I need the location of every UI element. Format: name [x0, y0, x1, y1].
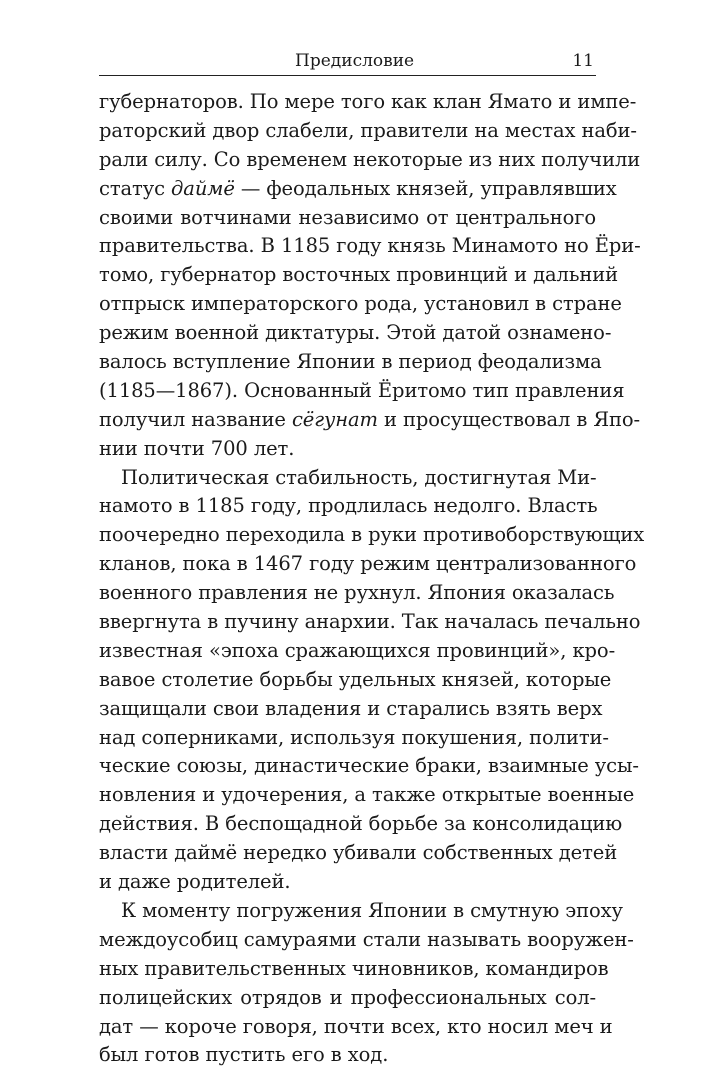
section-title: Предисловие — [295, 51, 415, 71]
text-line — [99, 984, 596, 1013]
text-segment: дат — короче говоря, почти всех, кто носил меч и — [99, 1014, 613, 1038]
text-line — [99, 319, 612, 348]
text-line — [99, 232, 641, 261]
text-line — [99, 1013, 613, 1042]
text-segment: своими вотчинами независимо от центрального — [99, 205, 596, 229]
paragraph — [99, 897, 634, 1070]
running-header — [99, 47, 596, 76]
text-line — [99, 810, 623, 839]
text-segment: ввергнута в пучину анархии. Так началась печально — [99, 610, 641, 634]
text-segment: отпрыск императорского рода, установил в стране — [99, 292, 622, 316]
text-segment: и просуществовал в Япо- — [377, 407, 641, 431]
text-segment: полицейских отрядов и профессиональных сол- — [99, 985, 596, 1009]
text-line — [99, 637, 616, 666]
text-line — [99, 695, 603, 724]
text-segment: вавое столетие борьбы удельных князей, которые — [99, 667, 612, 691]
text-segment: над соперниками, используя покушения, полити- — [99, 725, 609, 749]
text-line — [99, 521, 645, 550]
text-line — [99, 377, 625, 406]
text-line — [99, 839, 618, 868]
text-line — [99, 579, 615, 608]
text-line — [99, 926, 634, 955]
body-text — [99, 88, 645, 1070]
paragraph — [99, 464, 645, 897]
text-segment: и даже родителей. — [99, 870, 291, 894]
text-line — [99, 146, 641, 175]
text-line — [99, 868, 596, 897]
text-segment: ческие союзы, династические браки, взаимные усы- — [99, 754, 639, 778]
page-number: 11 — [572, 51, 594, 71]
text-segment: К моменту погружения Японии в смутную эпоху — [121, 898, 623, 922]
text-segment: ных правительственных чиновников, командиров — [99, 956, 609, 980]
text-line — [99, 117, 637, 146]
text-line — [99, 492, 596, 521]
text-line — [99, 435, 596, 464]
text-segment: поочередно переходила в руки противоборствующих — [99, 523, 645, 547]
text-segment: власти даймё нередко убивали собственных детей — [99, 841, 618, 865]
text-segment: статус — [99, 176, 172, 200]
text-segment: известная «эпоха сражающихся провинций», кро- — [99, 638, 616, 662]
text-line — [99, 1041, 596, 1070]
text-line — [99, 406, 641, 435]
text-segment: нии почти 700 лет. — [99, 436, 295, 460]
text-line — [99, 464, 596, 493]
text-segment: Политическая стабильность, достигнутая Ми- — [121, 465, 597, 489]
text-segment: кланов, пока в 1467 году режим централизованного — [99, 552, 637, 576]
text-segment: правительства. В 1185 году князь Минамото но Ёри- — [99, 234, 641, 258]
text-line — [99, 348, 602, 377]
paragraph — [99, 88, 641, 464]
text-segment: новления и удочерения, а также открытые военные — [99, 783, 635, 807]
text-line — [99, 175, 617, 204]
text-line — [99, 290, 622, 319]
text-line — [99, 204, 596, 233]
text-line — [99, 666, 612, 695]
text-line — [99, 897, 623, 926]
text-line — [99, 261, 619, 290]
text-segment: междоусобиц самураями стали называть вооружен- — [99, 927, 634, 951]
text-line — [99, 608, 641, 637]
text-segment: валось вступление Японии в период феодализма — [99, 350, 602, 374]
text-segment: получил название — [99, 407, 292, 431]
text-line — [99, 752, 639, 781]
text-segment: — феодальных князей, управлявших — [234, 176, 617, 200]
text-line — [99, 781, 635, 810]
text-line — [99, 955, 609, 984]
italic-term: сёгунат — [291, 407, 378, 431]
text-segment: военного правления не рухнул. Япония оказалась — [99, 581, 615, 605]
text-segment: томо, губернатор восточных провинций и дальний — [99, 263, 619, 287]
text-segment: намото в 1185 году, продлилась недолго. Власть — [99, 494, 598, 518]
text-line — [99, 550, 637, 579]
text-line — [99, 88, 637, 117]
text-segment: раторский двор слабели, правители на местах наби- — [99, 118, 637, 142]
text-segment: режим военной диктатуры. Этой датой ознамено- — [99, 321, 612, 345]
text-segment: действия. В беспощадной борьбе за консолидацию — [99, 812, 623, 836]
text-segment: защищали свои владения и старались взять верх — [99, 696, 603, 720]
text-segment: был готов пустить его в ход. — [99, 1043, 389, 1067]
italic-term: даймё — [171, 176, 235, 200]
text-line — [99, 724, 609, 753]
text-segment: губернаторов. По мере того как клан Ямато и импе- — [99, 90, 637, 113]
text-segment: (1185—1867). Основанный Ёритомо тип правления — [99, 378, 625, 402]
text-segment: рали силу. Со временем некоторые из них получили — [99, 147, 641, 171]
